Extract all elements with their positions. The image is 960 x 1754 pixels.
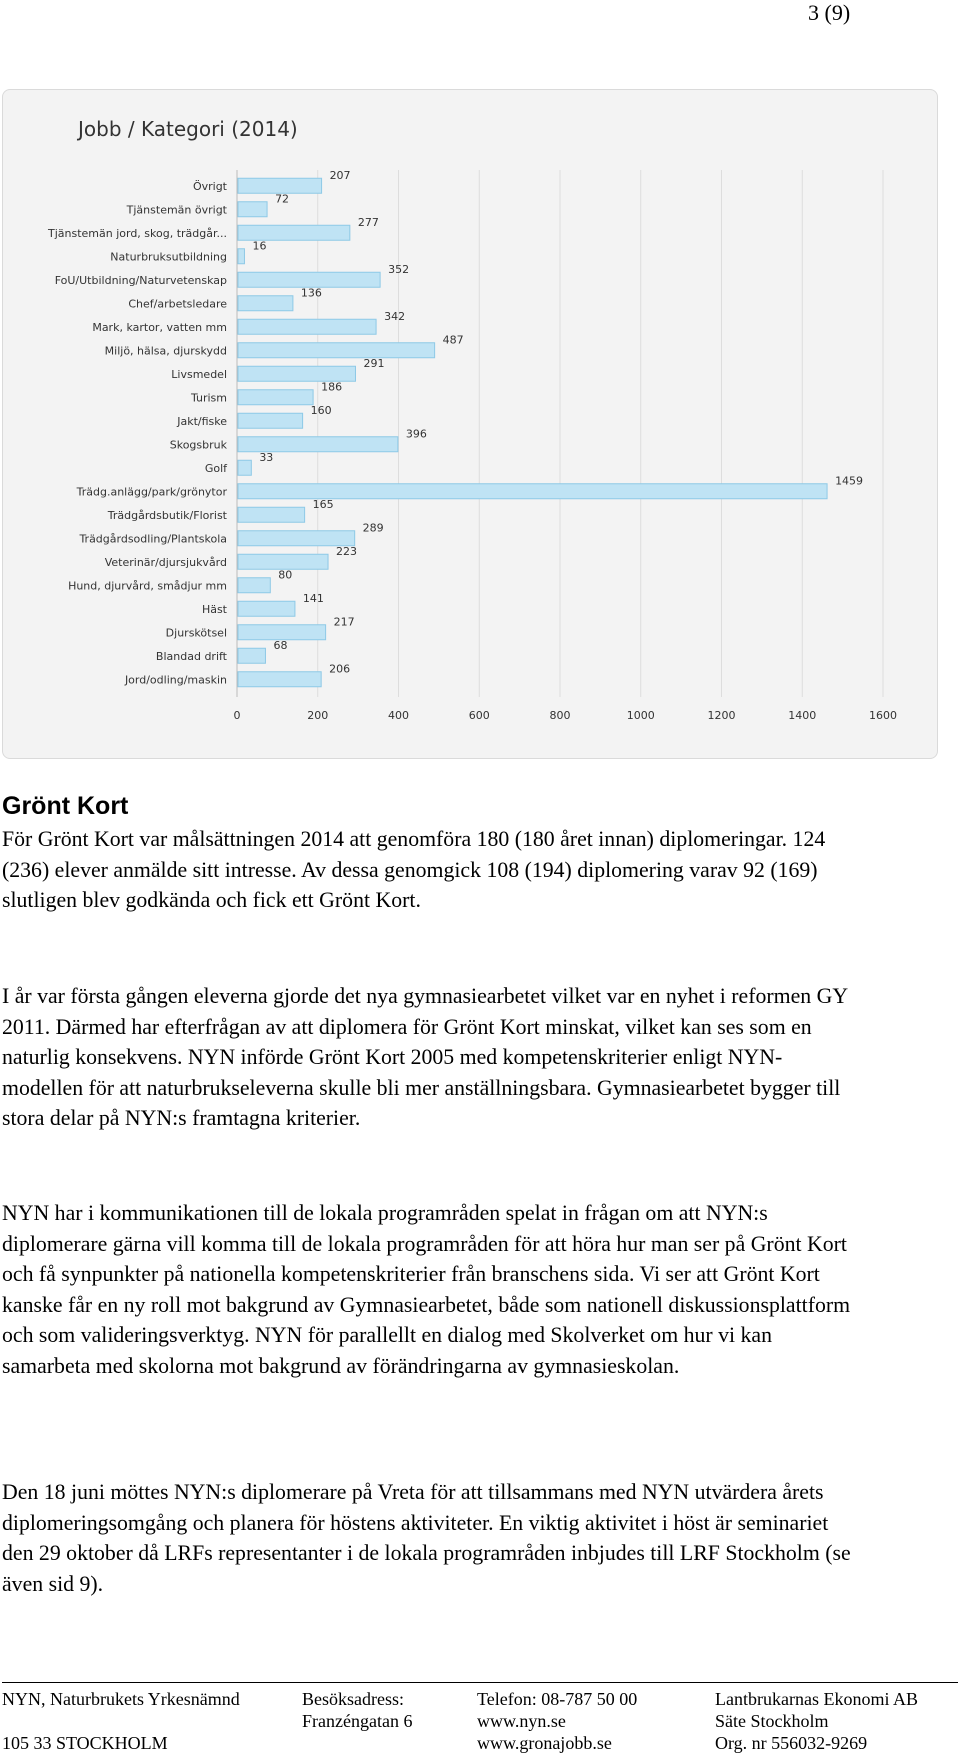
value-label: 141 [302, 591, 324, 605]
section-heading: Grönt Kort [2, 792, 129, 820]
category-label: Golf [204, 461, 227, 475]
bar [238, 319, 376, 334]
footer-company-seat: Säte Stockholm [715, 1711, 829, 1731]
bar [238, 202, 267, 217]
category-label: Trädgårdsbutik/Florist [107, 508, 227, 522]
bar [238, 672, 321, 687]
footer-contact [477, 1688, 637, 1754]
category-label: Jakt/fiske [177, 414, 227, 428]
value-label: 206 [329, 662, 351, 676]
category-label: Tjänstemän jord, skog, trädgår... [47, 226, 227, 240]
footer-company-name: Lantbrukarnas Ekonomi AB [715, 1689, 918, 1709]
bar [238, 648, 265, 663]
value-label: 207 [329, 168, 351, 182]
bar [238, 484, 827, 499]
value-label: 68 [273, 638, 288, 652]
category-label: Trädgårdsodling/Plantskola [79, 532, 227, 546]
chart-value-labels [252, 169, 863, 676]
value-label: 342 [384, 309, 406, 323]
footer-org-address: 105 33 STOCKHOLM [2, 1733, 168, 1753]
x-tick-label: 1600 [869, 709, 897, 722]
category-label: Mark, kartor, vatten mm [92, 320, 227, 334]
value-label: 352 [388, 262, 410, 276]
footer-divider [2, 1682, 958, 1683]
category-label: Chef/arbetsledare [128, 297, 227, 311]
bar [238, 225, 350, 240]
category-label: FoU/Utbildning/Naturvetenskap [54, 273, 227, 287]
x-tick-label: 1000 [626, 709, 655, 722]
footer-org-name: NYN, Naturbrukets Yrkesnämnd [2, 1689, 240, 1709]
bar [238, 413, 303, 428]
category-label: Blandad drift [155, 649, 227, 663]
value-label: 289 [362, 521, 384, 535]
footer-website-gronajobb[interactable]: www.gronajobb.se [477, 1733, 612, 1753]
x-tick-label: 800 [549, 709, 571, 722]
footer-visit-address [302, 1688, 412, 1732]
footer-visit-street: Franzéngatan 6 [302, 1711, 413, 1731]
value-label: 277 [357, 215, 379, 229]
category-label: Djurskötsel [165, 626, 227, 640]
x-tick-label: 200 [307, 709, 329, 722]
category-label: Övrigt [192, 179, 227, 193]
x-tick-label: 0 [233, 709, 241, 722]
footer-organization [2, 1688, 240, 1754]
footer-phone: Telefon: 08-787 50 00 [477, 1689, 638, 1709]
value-label: 136 [300, 286, 322, 300]
bar [238, 249, 244, 264]
bar [238, 460, 251, 475]
value-label: 217 [333, 615, 355, 629]
bar [238, 390, 313, 405]
chart-panel [2, 89, 938, 759]
category-label: Turism [190, 391, 227, 405]
chart-x-tick-labels [234, 709, 898, 722]
bar [238, 366, 355, 381]
footer-company-orgnr: Org. nr 556032-9269 [715, 1733, 868, 1753]
x-tick-label: 600 [468, 709, 490, 722]
category-label: Naturbruksutbildning [110, 250, 227, 264]
footer-website-nyn[interactable]: www.nyn.se [477, 1711, 566, 1731]
bar [238, 343, 435, 358]
bar [238, 578, 270, 593]
value-label: 396 [405, 427, 427, 441]
bar [238, 554, 328, 569]
paragraph-3: NYN har i kommunikationen till de lokala programråden spelat in frågan om att NYN:s diplomerare gärna vill komma till de lokala programråden för att höra hur man ser på Grönt Kort och få synpunkter på nationella kompetenskriterier från branschens sida. Vi ser att Grönt Kort kanske får en ny roll mot bakgrund av Gymnasiearbetet, både som nationell diskussionsplattform och som valideringsverktyg. NYN för parallellt en dialog med Skolverket om hur vi kan samarbeta med skolorna mot bakgrund av förändringarna av gymnasieskolan. [2, 1201, 851, 1378]
x-tick-label: 1400 [788, 709, 817, 722]
bar-chart [3, 90, 937, 758]
category-label: Skogsbruk [169, 438, 227, 452]
value-label: 160 [310, 403, 332, 417]
bar [238, 272, 380, 287]
category-label: Miljö, hälsa, djurskydd [104, 344, 227, 358]
bar [238, 507, 305, 522]
value-label: 80 [278, 568, 293, 582]
category-label: Jord/odling/maskin [124, 673, 227, 687]
bar [238, 296, 293, 311]
category-label: Veterinär/djursjukvård [104, 555, 227, 569]
value-label: 72 [275, 192, 290, 206]
value-label: 1459 [835, 474, 864, 488]
value-label: 16 [252, 239, 267, 253]
chart-category-labels [47, 180, 228, 687]
category-label: Livsmedel [171, 367, 227, 381]
bar [238, 531, 355, 546]
footer-org-line2 [2, 1710, 240, 1732]
category-label: Häst [201, 602, 227, 616]
value-label: 33 [259, 450, 274, 464]
value-label: 291 [363, 356, 385, 370]
category-label: Tjänstemän övrigt [126, 203, 227, 217]
paragraph-2: I år var första gången eleverna gjorde det nya gymnasiearbetet vilket var en nyhet i reformen GY 2011. Därmed har efterfrågan av att diplomera för Grönt Kort minskat, vilket kan ses som en naturlig konsekvens. NYN införde Grönt Kort 2005 med kompetenskriterier enligt NYN-modellen för att naturbrukseleverna skulle bli mer anställningsbara. Gymnasiearbetet bygger till stora delar på NYN:s framtagna kriterier. [2, 984, 848, 1130]
category-label: Hund, djurvård, smådjur mm [68, 579, 227, 593]
paragraph-1: För Grönt Kort var målsättningen 2014 att genomföra 180 (180 året innan) diplomeringar. 124 (236) elever anmälde sitt intresse. Av dessa genomgick 108 (194) diplomering varav 92 (169) slutligen blev godkända och fick ett Grönt Kort. [2, 827, 826, 912]
chart-bars [238, 178, 827, 687]
category-label: Trädg.anlägg/park/grönytor [76, 485, 227, 499]
page-footer [0, 1682, 960, 1753]
bar [238, 437, 398, 452]
bar [238, 178, 322, 193]
footer-company [715, 1688, 918, 1754]
value-label: 165 [312, 497, 334, 511]
bar [238, 625, 326, 640]
value-label: 487 [442, 333, 464, 347]
value-label: 186 [321, 380, 343, 394]
paragraph-4: Den 18 juni möttes NYN:s diplomerare på Vreta för att tillsammans med NYN utvärdera årets diplomeringsomgång och planera för höstens aktiviteter. En viktig aktivitet i höst är seminariet den 29 oktober då LRFs representanter i de lokala programråden inbjudes till LRF Stockholm (se även sid 9). [2, 1480, 851, 1596]
footer-visit-label: Besöksadress: [302, 1689, 404, 1709]
page-number: 3 (9) [808, 0, 851, 25]
value-label: 223 [336, 544, 358, 558]
chart-title: Jobb / Kategori (2014) [78, 117, 298, 141]
x-tick-label: 1200 [707, 709, 736, 722]
x-tick-label: 400 [388, 709, 409, 722]
bar [238, 601, 295, 616]
